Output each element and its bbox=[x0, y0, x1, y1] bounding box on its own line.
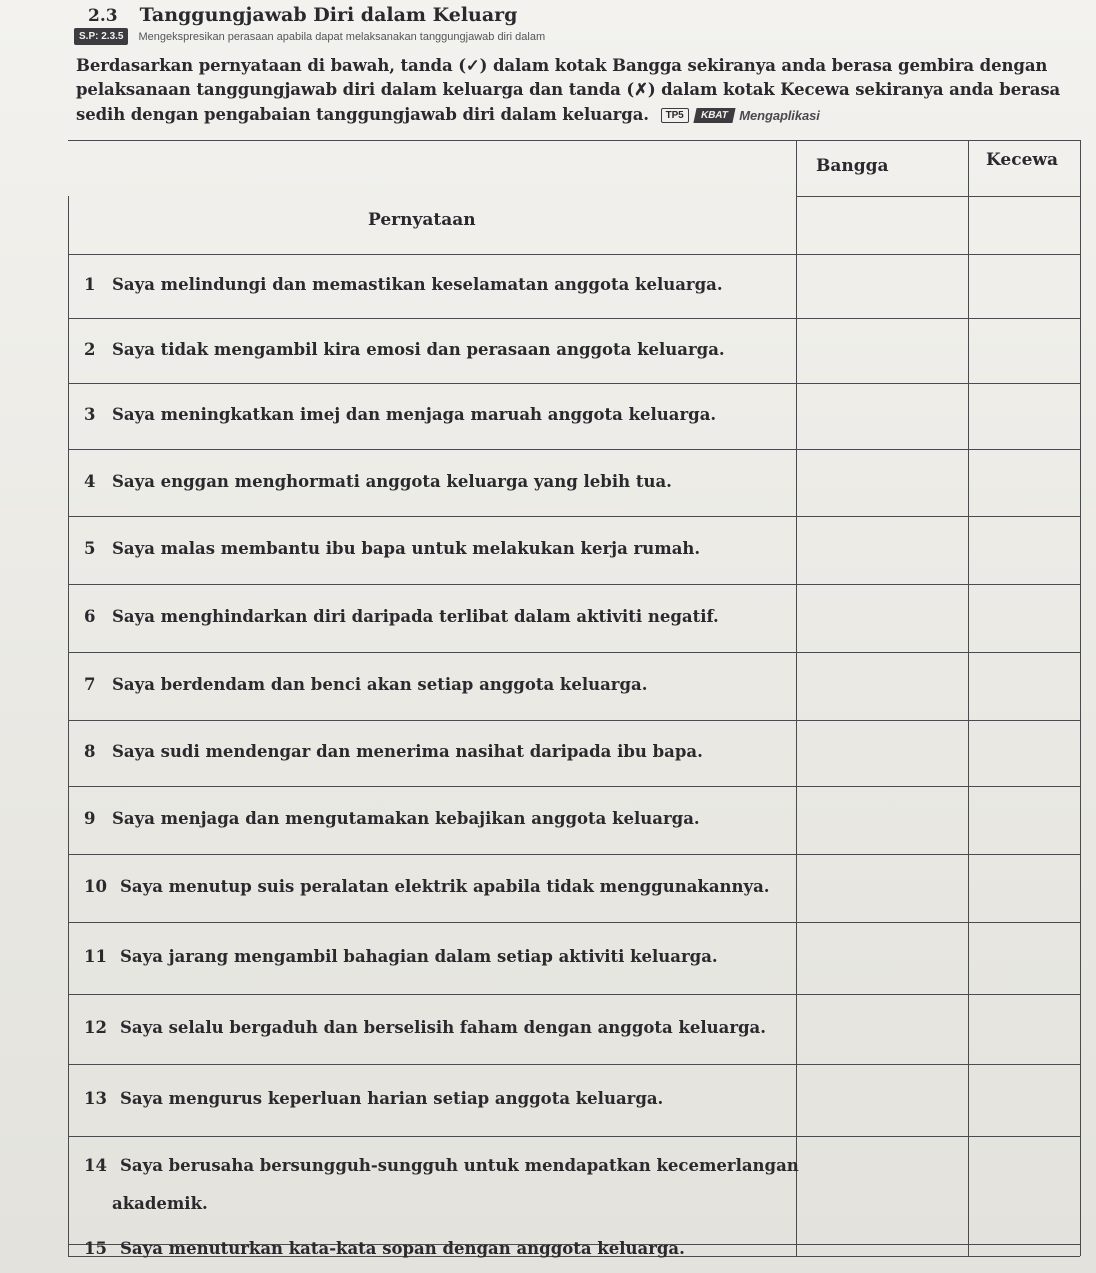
kecewa-box[interactable] bbox=[968, 1244, 1080, 1256]
instruction-line-2-text: pelaksanaan tanggungjawab diri dalam keluarga dan tanda (✗) dalam kotak Kecewa sekiranya anda berasa bbox=[76, 80, 1061, 99]
row-statement: Saya enggan menghormati anggota keluarga yang lebih tua. bbox=[112, 471, 672, 491]
table-top-border bbox=[68, 140, 1080, 141]
bangga-box[interactable] bbox=[796, 584, 968, 652]
bangga-box[interactable] bbox=[796, 652, 968, 720]
row-statement: Saya mengurus keperluan harian setiap anggota keluarga. bbox=[120, 1089, 664, 1108]
bangga-box[interactable] bbox=[796, 1136, 968, 1244]
table-row bbox=[84, 675, 647, 694]
kecewa-box[interactable] bbox=[968, 994, 1080, 1064]
row-number: 5 bbox=[84, 539, 96, 558]
bangga-box[interactable] bbox=[796, 720, 968, 786]
kecewa-box[interactable] bbox=[968, 922, 1080, 994]
header-pernyataan: Pernyataan bbox=[368, 210, 476, 230]
instruction-line-1: Berdasarkan pernyataan di bawah, tanda (✓) dalam kotak Bangga sekiranya anda berasa gembira dengan bbox=[76, 56, 1048, 75]
row-number: 12 bbox=[84, 1018, 107, 1037]
section-title: Tanggungjawab Diri dalam Keluarg bbox=[139, 4, 518, 26]
table-row bbox=[84, 947, 718, 966]
table-row bbox=[84, 607, 719, 626]
table-row bbox=[84, 742, 703, 761]
row-number: 2 bbox=[84, 339, 96, 359]
table-row bbox=[84, 877, 770, 896]
bangga-box[interactable] bbox=[796, 254, 968, 318]
section-header bbox=[88, 4, 517, 26]
header-bangga: Bangga bbox=[816, 156, 889, 176]
bangga-box[interactable] bbox=[796, 922, 968, 994]
kbat-badge: KBAT bbox=[693, 108, 735, 123]
table-row bbox=[84, 1018, 766, 1037]
kecewa-box[interactable] bbox=[968, 1136, 1080, 1244]
instruction-line-3 bbox=[76, 105, 820, 124]
row-number: 8 bbox=[84, 742, 96, 761]
bangga-box[interactable] bbox=[796, 383, 968, 449]
bangga-box[interactable] bbox=[796, 516, 968, 584]
table-row bbox=[84, 275, 723, 294]
row-statement: Saya tidak mengambil kira emosi dan perasaan anggota keluarga. bbox=[112, 339, 725, 359]
bangga-box[interactable] bbox=[796, 449, 968, 516]
table-left-border bbox=[68, 196, 69, 1256]
table-row bbox=[84, 472, 672, 491]
row-number: 13 bbox=[84, 1089, 107, 1108]
row-statement: Saya berdendam dan benci akan setiap anggota keluarga. bbox=[112, 675, 648, 694]
row-statement: Saya menghindarkan diri daripada terlibat dalam aktiviti negatif. bbox=[112, 607, 719, 626]
statement-table bbox=[68, 126, 1086, 1256]
sp-description: Mengekspresikan perasaan apabila dapat melaksanakan tanggungjawab diri dalam bbox=[138, 30, 546, 43]
row-statement: Saya selalu bergaduh dan berselisih faham dengan anggota keluarga. bbox=[120, 1018, 766, 1037]
row-statement: Saya melindungi dan memastikan keselamatan anggota keluarga. bbox=[112, 275, 723, 294]
bangga-box[interactable] bbox=[796, 994, 968, 1064]
bangga-box[interactable] bbox=[796, 854, 968, 922]
kecewa-box[interactable] bbox=[968, 584, 1080, 652]
instruction-line-3-text: sedih dengan pengabaian tanggungjawab diri dalam keluarga. bbox=[76, 105, 649, 124]
kecewa-box[interactable] bbox=[968, 652, 1080, 720]
kecewa-box[interactable] bbox=[968, 854, 1080, 922]
table-column-border bbox=[1080, 140, 1081, 1256]
row-number: 10 bbox=[84, 877, 107, 896]
row-number: 4 bbox=[84, 471, 96, 491]
row-number: 3 bbox=[84, 405, 96, 424]
standard-row bbox=[74, 28, 1094, 45]
row-statement: Saya meningkatkan imej dan menjaga maruah anggota keluarga. bbox=[112, 405, 717, 424]
kecewa-box[interactable] bbox=[968, 1064, 1080, 1136]
row-number: 1 bbox=[84, 275, 96, 294]
row-statement: Saya menutup suis peralatan elektrik apabila tidak menggunakannya. bbox=[120, 877, 770, 896]
row-statement: Saya berusaha bersungguh-sungguh untuk mendapatkan kecemerlangan bbox=[120, 1156, 799, 1175]
row-statement: Saya sudi mendengar dan menerima nasihat daripada ibu bapa. bbox=[112, 742, 703, 761]
kecewa-box[interactable] bbox=[968, 516, 1080, 584]
table-row bbox=[84, 809, 700, 828]
table-row bbox=[84, 1156, 799, 1175]
bangga-box[interactable] bbox=[796, 786, 968, 854]
table-row bbox=[84, 1239, 685, 1258]
header-kecewa: Kecewa bbox=[986, 150, 1059, 170]
row-number: 11 bbox=[84, 947, 107, 966]
bangga-box[interactable] bbox=[796, 1064, 968, 1136]
row-statement: Saya malas membantu ibu bapa untuk melakukan kerja rumah. bbox=[112, 539, 701, 558]
row-number: 9 bbox=[84, 809, 96, 828]
row-number: 15 bbox=[84, 1239, 107, 1258]
kecewa-box[interactable] bbox=[968, 449, 1080, 516]
row-statement: Saya jarang mengambil bahagian dalam setiap aktiviti keluarga. bbox=[120, 947, 718, 966]
row-number: 14 bbox=[84, 1156, 107, 1175]
kecewa-box[interactable] bbox=[968, 254, 1080, 318]
tp-badge: TP5 bbox=[661, 108, 689, 123]
row-statement: Saya menuturkan kata-kata sopan dengan anggota keluarga. bbox=[120, 1239, 685, 1258]
kecewa-box[interactable] bbox=[968, 786, 1080, 854]
bangga-box[interactable] bbox=[796, 1244, 968, 1256]
table-row bbox=[84, 405, 716, 424]
sp-code-badge: S.P: 2.3.5 bbox=[74, 28, 128, 45]
row-statement: Saya menjaga dan mengutamakan kebajikan anggota keluarga. bbox=[112, 809, 700, 828]
table-row bbox=[84, 1089, 663, 1108]
table-row bbox=[84, 340, 725, 359]
table-row bbox=[84, 539, 700, 558]
row-statement-continued: akademik. bbox=[112, 1194, 208, 1213]
bangga-box[interactable] bbox=[796, 318, 968, 383]
instruction-line-2 bbox=[76, 80, 1060, 99]
kecewa-box[interactable] bbox=[968, 383, 1080, 449]
kbat-subtitle: Mengaplikasi bbox=[739, 108, 820, 123]
level-tags bbox=[661, 108, 820, 123]
section-number: 2.3 bbox=[88, 6, 118, 26]
row-number: 7 bbox=[84, 675, 96, 694]
row-number: 6 bbox=[84, 607, 96, 626]
table-row-border bbox=[796, 196, 1080, 197]
kecewa-box[interactable] bbox=[968, 720, 1080, 786]
kecewa-box[interactable] bbox=[968, 318, 1080, 383]
